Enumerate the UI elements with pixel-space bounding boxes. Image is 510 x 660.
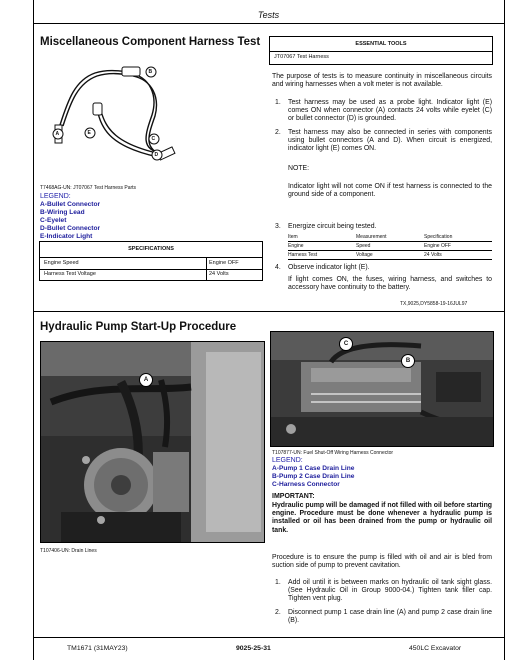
table-header: Item xyxy=(288,234,298,240)
table-header: Measurement xyxy=(356,234,387,240)
left-photo-caption: T107406-UN: Drain Lines xyxy=(40,548,97,554)
page-header: Tests xyxy=(257,10,280,20)
step-4 xyxy=(275,264,492,274)
step-text: Test harness may be used as a probe light. Indicator light (E) comes ON when connector (A) contacts 24 volts while eyelet (C) or bullet connector (D) is grounded. xyxy=(288,99,492,123)
important-text: Hydraulic pump will be damaged if not filled with oil before starting engine. Procedure must be done whenever a hydraulic pump is installed or oil has been drained from the pump or hydraulic oil tank. xyxy=(272,502,492,534)
spec-item: Harness Test Voltage xyxy=(44,271,96,277)
table-cell: Harness Test xyxy=(288,252,318,258)
callout-A: A xyxy=(139,373,153,387)
specifications-title: SPECIFICATIONS xyxy=(40,242,262,258)
harness-connector-photo xyxy=(270,331,494,447)
essential-tools-box xyxy=(269,36,493,65)
section2-title: Hydraulic Pump Start-Up Procedure xyxy=(40,321,237,333)
figure-caption: T7468AG-UN: JT07067 Test Harness Parts xyxy=(40,185,137,191)
footer-left: TM1671 (31MAY23) xyxy=(67,645,128,652)
step-1 xyxy=(275,579,492,605)
footer-page-number: 9025-25-31 xyxy=(236,645,271,652)
drain-lines-image xyxy=(41,342,264,542)
legend-item: B-Pump 2 Case Drain Line xyxy=(272,473,355,480)
step-1 xyxy=(275,99,492,125)
note-label: NOTE: xyxy=(288,165,310,172)
step-text: Test harness may also be connected in series with components using bullet connectors (A and D). When circuit is energized, indicator light (E) comes ON. xyxy=(288,129,492,153)
callout-C: C xyxy=(339,337,353,351)
step-number: 1. xyxy=(275,579,281,586)
step-number: 1. xyxy=(275,99,281,106)
step-number: 4. xyxy=(275,264,281,271)
legend-title: LEGEND: xyxy=(272,457,303,464)
essential-tools-title: ESSENTIAL TOOLS xyxy=(270,37,492,52)
table-cell: Engine xyxy=(288,243,304,249)
section2-intro: Procedure is to ensure the pump is filled with oil and air is bled from suction side of pump to prevent cavitation. xyxy=(272,554,492,570)
step-text: Disconnect pump 1 case drain line (A) and pump 2 case drain line (B). xyxy=(288,609,492,625)
footer-right: 450LC Excavator xyxy=(409,645,462,652)
table-cell: Engine OFF xyxy=(424,243,451,249)
page-border-left xyxy=(33,0,34,660)
specifications-box xyxy=(39,241,263,281)
callout-A: A xyxy=(55,131,60,137)
spec-value: 24 Volts xyxy=(209,271,229,277)
legend-item: C-Eyelet xyxy=(40,217,67,224)
step-number: 2. xyxy=(275,609,281,616)
spec-value: Engine OFF xyxy=(209,260,239,266)
header-rule xyxy=(33,23,505,24)
legend-item: B-Wiring Lead xyxy=(40,209,85,216)
legend-item: E-Indicator Light xyxy=(40,233,93,240)
legend-item: D-Bullet Connector xyxy=(40,225,101,232)
harness-connector-image xyxy=(271,332,493,446)
legend-item: A-Pump 1 Case Drain Line xyxy=(272,465,355,472)
note-text: Indicator light will not come ON if test harness is connected to the ground side of a component. xyxy=(288,183,492,199)
table-cell: 24 Volts xyxy=(424,252,442,258)
table-header: Specification xyxy=(424,234,453,240)
step-2 xyxy=(275,129,492,155)
spec-row xyxy=(40,269,262,280)
section1-title: Miscellaneous Component Harness Test xyxy=(40,36,261,48)
callout-E: E xyxy=(87,130,91,136)
drain-lines-photo xyxy=(40,341,265,543)
measurement-table xyxy=(288,234,492,260)
table-cell: Speed xyxy=(356,243,371,249)
callout-B: B xyxy=(148,69,153,75)
callout-B: B xyxy=(401,354,415,368)
table-header-row xyxy=(288,234,492,242)
spec-item: Engine Speed xyxy=(44,260,79,266)
step-number: 2. xyxy=(275,129,281,136)
table-cell: Voltage xyxy=(356,252,373,258)
section1-intro: The purpose of tests is to measure continuity in miscellaneous circuits and wiring harnesses when a volt meter is not available. xyxy=(272,73,492,89)
callout-C: C xyxy=(151,136,156,142)
essential-tool-item: JT07067 Test Harness xyxy=(274,54,329,60)
footer-rule xyxy=(33,637,505,638)
doc-reference: TX,9025,DY5858-19-16JUL97 xyxy=(400,301,468,307)
spec-divider xyxy=(206,258,207,280)
step-text: Observe indicator light (E). xyxy=(288,264,370,271)
important-label: IMPORTANT: xyxy=(272,493,315,500)
test-harness-illustration xyxy=(40,55,180,185)
right-photo-caption: T107877-UN: Fuel Shut-Off Wiring Harness Connector xyxy=(272,450,394,456)
page-border-right xyxy=(504,0,505,660)
step-text: Add oil until it is between marks on hydraulic oil tank sight glass. (See Hydraulic Oil in Group 9000-04.) Tighten tank filler cap. Tighten vent plug. xyxy=(288,579,492,603)
table-row xyxy=(288,251,492,260)
legend-item: C-Harness Connector xyxy=(272,481,340,488)
legend-item: A-Bullet Connector xyxy=(40,201,101,208)
step-number: 3. xyxy=(275,223,281,230)
step-text: Energize circuit being tested. xyxy=(288,223,377,230)
table-row xyxy=(288,242,492,251)
step-2 xyxy=(275,609,492,627)
legend-title: LEGEND: xyxy=(40,193,71,200)
step-3 xyxy=(275,223,492,233)
step-4-detail: If light comes ON, the fuses, wiring harness, and switches to accessory have continuity to the battery. xyxy=(288,276,492,292)
callout-D: D xyxy=(154,152,159,158)
section-rule xyxy=(33,311,505,312)
